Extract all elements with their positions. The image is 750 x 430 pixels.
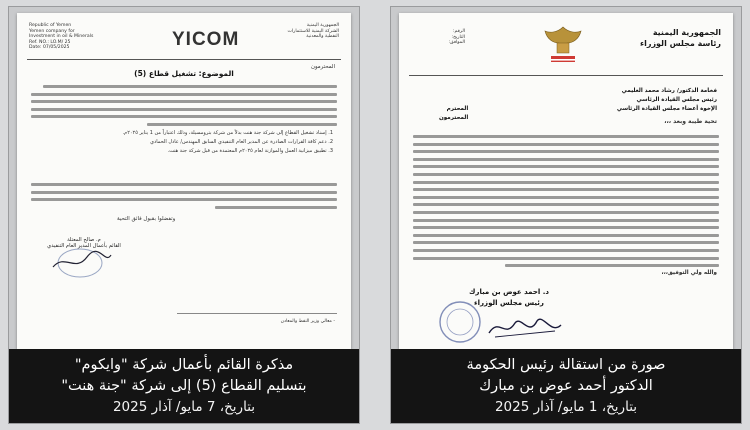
resignation-letter-document — [399, 13, 733, 349]
government-title — [640, 27, 721, 49]
letterhead-ref: Ref. NO.: LO.M/ 25 — [29, 39, 71, 45]
memo-subject: الموضوع: تشغيل قطاع (5) — [134, 69, 234, 78]
ref-date-label: التاريخ: — [451, 34, 465, 40]
memo-body-text — [31, 85, 337, 131]
honorific: المحترم — [446, 106, 469, 112]
ref-corresponding-label: الموافق: — [448, 40, 465, 46]
letterhead-line: Republic of Yemen — [29, 23, 72, 28]
addressee-line: رئيس مجلس القيادة الرئاسي — [636, 97, 717, 103]
signature-stamp — [45, 243, 115, 283]
signatory-title: القائم بأعمال المدير العام التنفيذي — [47, 243, 121, 249]
memo-item: 1. إسناد تشغيل القطاع إلى شركة جنة هنت بدلاً من شركة بترومسيلة، وذلك اعتباراً من 1 يناير ٢٠٢٥م. — [122, 130, 333, 136]
addressee-line: الإخوة أعضاء مجلس القيادة الرئاسي — [616, 106, 717, 112]
caption-date: بتاريخ، 7 مايو/ آذار 2025 — [112, 399, 256, 415]
memo-item: 3. تطبيق ميزانية العمل والموازنة لعام ٢٠٢٥م المعتمدة من قبل شركة جنة هنت. — [167, 148, 333, 154]
memo-closing: وتفضلوا بقبول فائق التحية — [117, 216, 176, 222]
greeting: المحترمون — [311, 64, 335, 70]
memo-items — [31, 129, 333, 156]
gov-title-line: الجمهورية اليمنية — [652, 28, 721, 37]
addressee-honorifics — [439, 105, 468, 123]
caption-line: مذكرة القائم بأعمال شركة "وايكوم" — [74, 357, 294, 373]
english-letterhead — [29, 23, 93, 51]
letterhead-line: الشركة اليمنية للاستثمارات — [287, 28, 339, 34]
yicom-memo-document — [17, 13, 351, 349]
gov-title-line: رئاسة مجلس الوزراء — [640, 39, 721, 48]
left-caption — [9, 349, 359, 423]
handwritten-signature — [485, 311, 565, 343]
honorific: المحترمون — [439, 115, 469, 121]
cc-line: - معالي وزير النفط والمعادن — [280, 319, 335, 324]
right-caption — [391, 349, 741, 423]
header-divider — [409, 75, 723, 76]
pm-name: د. احمد عوض بن مبارك — [469, 288, 549, 296]
cc-divider — [177, 313, 337, 314]
yemen-emblem-icon — [539, 23, 587, 67]
memo-body-text-2 — [31, 183, 337, 213]
header-divider — [27, 59, 341, 60]
letterhead-date: Date: 07/05/2025 — [29, 45, 70, 51]
yicom-logo: YICOM — [172, 29, 240, 50]
ref-number-label: الرقم: — [452, 29, 465, 34]
addressee-block — [617, 87, 717, 114]
letterhead-line: Investment in oil & Minerals — [29, 34, 94, 40]
pm-title: رئيس مجلس الوزراء — [474, 299, 544, 307]
letterhead-line: Yemen company for — [29, 28, 75, 34]
addressee-line: فخامة الدكتور/ رشاد محمد العليمي — [621, 88, 717, 94]
caption-line: الدكتور أحمد عوض بن مبارك — [479, 378, 653, 394]
letter-closing: والله ولي التوفيق،،، — [661, 270, 717, 276]
caption-line: صورة من استقالة رئيس الحكومة — [466, 357, 666, 373]
caption-line: بتسليم القطاع (5) إلى شركة "جنة هنت" — [61, 378, 307, 394]
letterhead-line: النفطية والمعدنية — [306, 34, 339, 40]
salutation: تحية طيبة وبعد ،،، — [664, 118, 717, 125]
reference-fields — [413, 29, 465, 46]
right-document-panel — [390, 6, 742, 424]
signatory-name: م. صالح المعتلة — [67, 237, 101, 243]
letterhead-line: الجمهورية اليمنية — [306, 23, 339, 28]
official-stamp-icon — [437, 299, 483, 345]
arabic-letterhead — [259, 23, 339, 40]
caption-date: بتاريخ، 1 مايو/ آذار 2025 — [494, 399, 638, 415]
left-document-panel — [8, 6, 360, 424]
memo-item: 2. دعم كافة القرارات الصادرة عن المدير العام التنفيذي السابق المهندس/ عادل الحمادي — [150, 139, 333, 145]
letter-body-text — [413, 135, 719, 272]
